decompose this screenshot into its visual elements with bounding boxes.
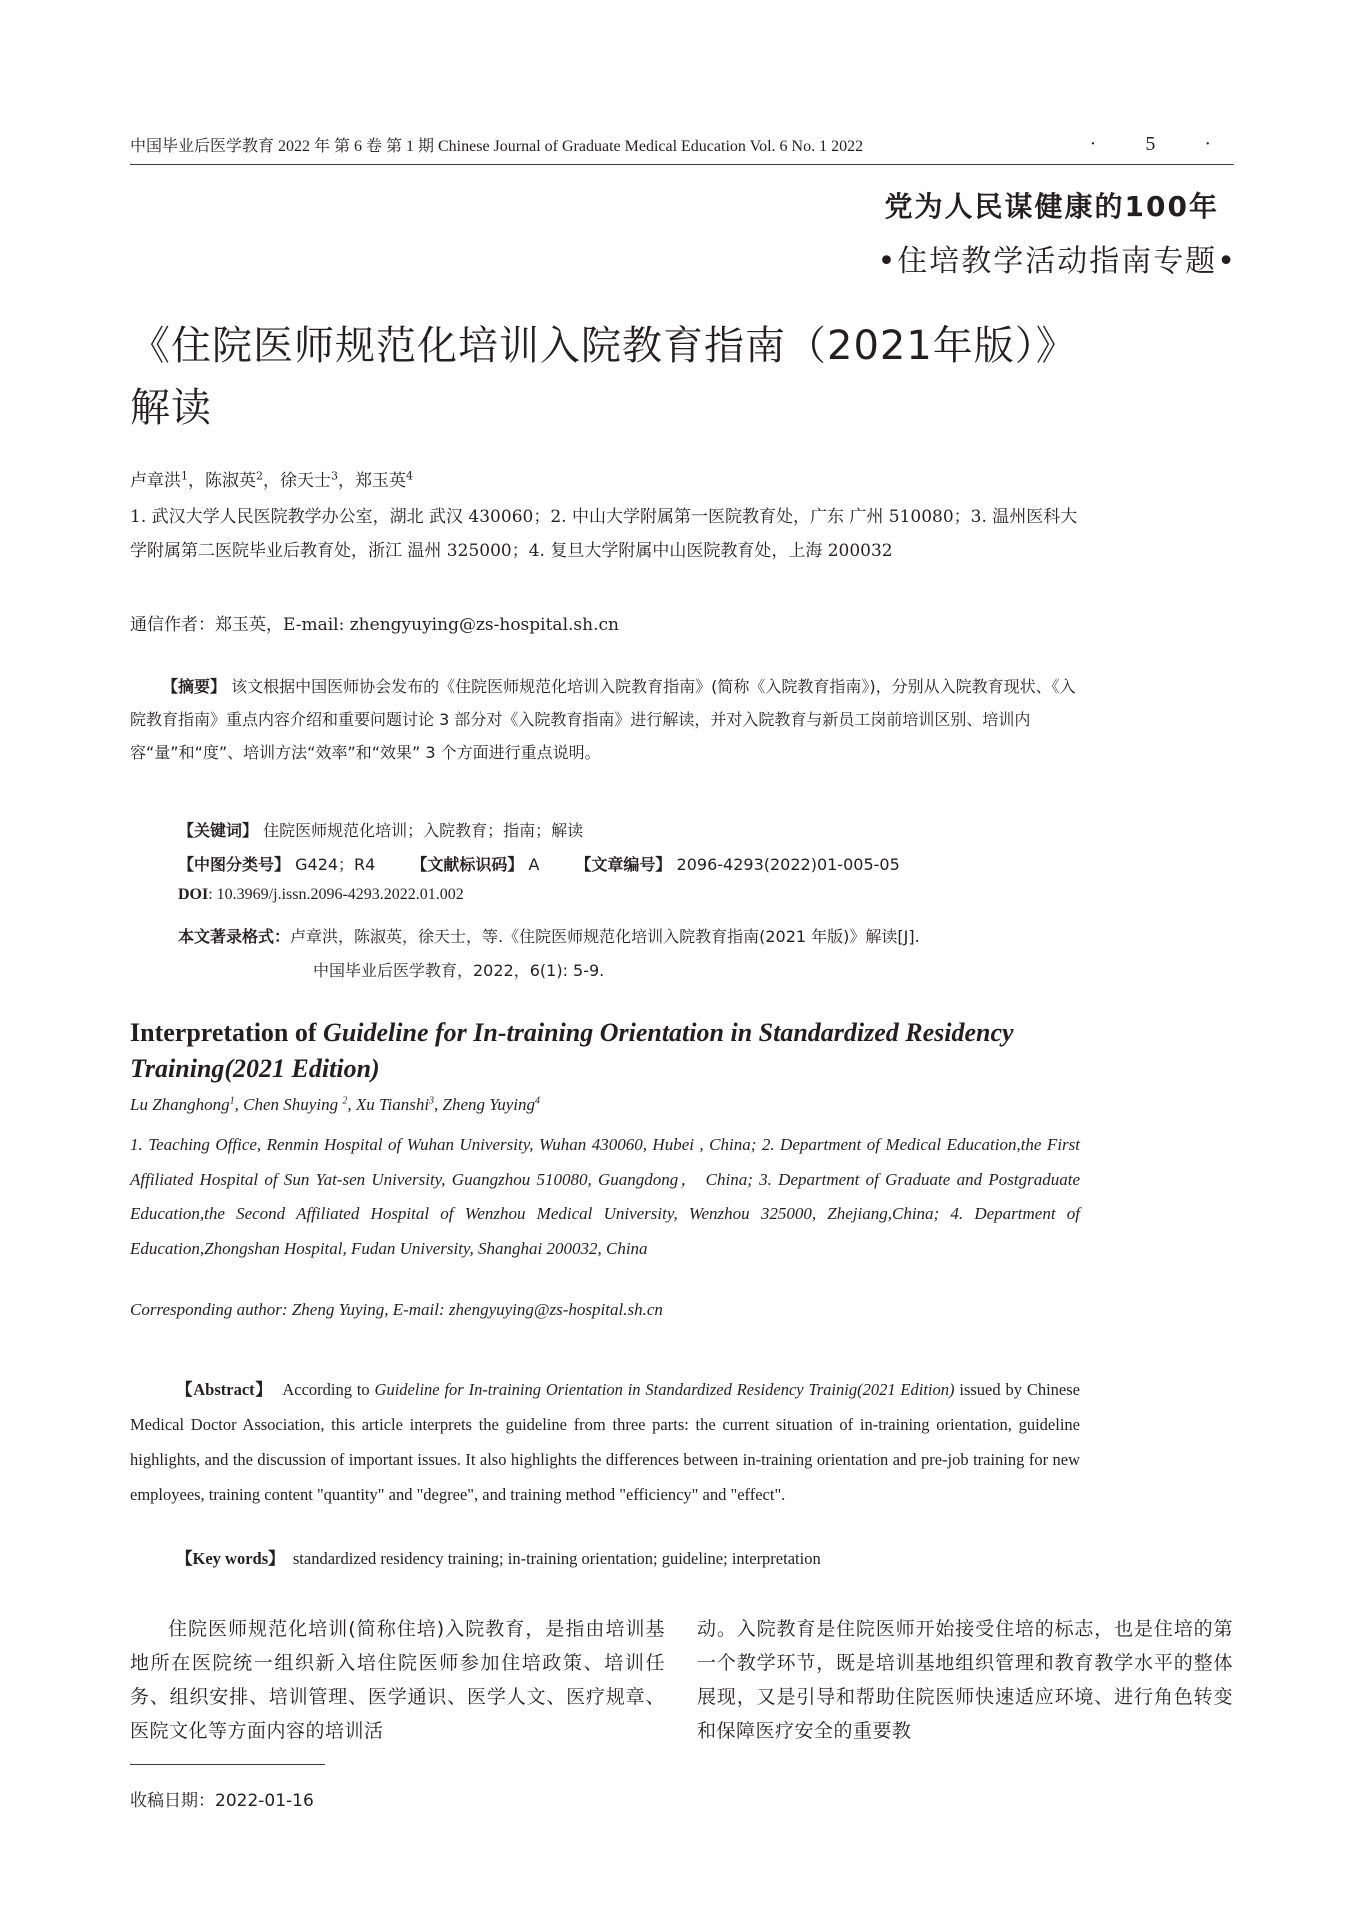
author-sup: 2 [342, 1095, 348, 1107]
author-sup: 1 [181, 469, 188, 483]
corresponding-author-chinese: 通信作者：郑玉英，E-mail: zhengyuying@zs-hospital.sh.cn [130, 615, 619, 635]
citation-label: 本文著录格式： [178, 927, 291, 946]
keywords-english [176, 1545, 821, 1569]
title-chinese: 《住院医师规范化培训入院教育指南（2021年版）》解读 [130, 323, 1077, 431]
citation-line1: 卢章洪，陈淑英，徐天士，等.《住院医师规范化培训入院教育指南(2021 年版)》解读[J]. [290, 927, 920, 946]
title-english-italic: Guideline for In-training Orientation in Standardized Residency Training(2021 Edition) [130, 1018, 1014, 1083]
author-sup: 2 [256, 469, 263, 483]
doi-value: : 10.3969/j.issn.2096-4293.2022.01.002 [208, 886, 464, 903]
title-english [130, 1015, 1080, 1087]
affiliations-chinese: 1. 武汉大学人民医院教学办公室，湖北 武汉 430060；2. 中山大学附属第一医院教育处，广东 广州 510080；3. 温州医科大学附属第二医院毕业后教育处，浙江 温州 325000；4. 复旦大学附属中山医院教育处，上海 200032 [130, 507, 1078, 561]
author: Chen Shuying [243, 1095, 339, 1114]
authors-chinese: 卢章洪$^1$，陈淑英$^2$，徐天士$^3$，郑玉英$^4$ [130, 469, 413, 491]
footnote-rule [130, 1764, 325, 1765]
keywords-label: 【关键词】 [178, 821, 259, 840]
article-no-value: 2096-4293(2022)01-005-05 [676, 855, 900, 874]
title-english-prefix: Interpretation of [130, 1018, 324, 1047]
header-rule [130, 164, 1234, 165]
author: 陈淑英 [205, 471, 256, 491]
running-header [130, 133, 1233, 156]
keywords-en-label: 【Key words】 [176, 1549, 285, 1568]
citation-line2: 中国毕业后医学教育，2022，6(1): 5-9. [313, 961, 605, 980]
column-series: 党为人民谋健康的100年 [884, 190, 1219, 223]
author: 卢章洪 [130, 471, 181, 491]
author-sup: 3 [331, 469, 338, 483]
citation-row [178, 920, 1078, 988]
author-sup: 4 [406, 469, 413, 483]
clc-label: 【中图分类号】 [178, 855, 291, 874]
author: Xu Tianshi [355, 1095, 430, 1114]
clc-value: G424；R4 [295, 855, 376, 874]
keywords-en-text: standardized residency training; in-training orientation; guideline; interpretation [292, 1549, 821, 1568]
author-sup: 1 [229, 1095, 235, 1107]
doc-code-value: A [528, 855, 540, 874]
keywords-text: 住院医师规范化培训；入院教育；指南；解读 [263, 821, 584, 840]
author: 郑玉英 [355, 471, 406, 491]
abstract-chinese [130, 670, 1080, 769]
abstract-label: 【摘要】 [162, 677, 227, 696]
journal-info: 中国毕业后医学教育 2022 年 第 6 卷 第 1 期 Chinese Journal of Graduate Medical Education Vol. 6 No. 1 2022 [130, 138, 864, 155]
abstract-en-label: 【Abstract】 [176, 1380, 273, 1399]
affiliations-english: 1. Teaching Office, Renmin Hospital of Wuhan University, Wuhan 430060, Hubei , China; 2. Department of Medical Education,the First Affiliated Hospital of Sun Yat-sen University, Guangzhou 510080, Guangdong， China; 3. Department of Graduate and Postgraduate Education,the Second Affiliated Hospital of Wenzhou Medical University, Wenzhou 325000, Zhejiang,China; 4. Department of Education,Zhongshan Hospital, Fudan University, Shanghai 200032, China [130, 1135, 1080, 1258]
keywords-chinese [178, 818, 583, 841]
abstract-text: 该文根据中国医师协会发布的《住院医师规范化培训入院教育指南》(简称《入院教育指南》)，分别从入院教育现状、《入院教育指南》重点内容介绍和重要问题讨论 3 部分对《入院教育指南》进行解读，并对入院教育与新员工岗前培训区别、培训内容“量”和“度”、培训方法“效率”和“效果” 3 个方面进行重点说明。 [130, 677, 1076, 762]
abstract-en-italic: Guideline for In-training Orientation in Standardized Residency Trainig(2021 Edition) [374, 1380, 955, 1399]
author-sup: 3 [429, 1095, 435, 1107]
doi-label: DOI [178, 886, 209, 903]
classification-row [178, 852, 936, 875]
abstract-english [130, 1372, 1080, 1512]
doc-code-label: 【文献标识码】 [411, 855, 524, 874]
column-topic: •住培教学活动指南专题• [877, 244, 1237, 279]
received-date: 收稿日期：2022-01-16 [130, 1791, 314, 1811]
corresponding-author-english: Corresponding author: Zheng Yuying, E-mail: zhengyuying@zs-hospital.sh.cn [130, 1300, 663, 1319]
author: Zheng Yuying [442, 1095, 535, 1114]
body-column-right: 动。入院教育是住院医师开始接受住培的标志，也是住培的第一个教学环节，既是培训基地组织管理和教育教学水平的整体展现，又是引导和帮助住院医师快速适应环境、进行角色转变和保障医疗安全的重要教 [697, 1618, 1233, 1742]
author-sup: 4 [534, 1095, 540, 1107]
authors-english: Lu Zhanghong$^1$, Chen Shuying $^2$, Xu Tianshi$^3$, Zheng Yuying$^4$ [130, 1095, 540, 1114]
abstract-en-text: issued by Chinese Medical Doctor Association, this article interprets the guideline from three parts: the current situation of in-training orientation, guideline highlights, and the discussion of important issues. It also highlights the differences between in-training orientation and pre-job training for new employees, training content "quantity" and "degree", and training method "efficiency" and "effect". [130, 1380, 1080, 1504]
abstract-en-lead: According to [282, 1380, 375, 1399]
doi-row [178, 886, 464, 904]
body-column-left: 住院医师规范化培训(简称住培)入院教育，是指由培训基地所在医院统一组织新入培住院医师参加住培政策、培训任务、组织安排、培训管理、医学通识、医学人文、医疗规章、医院文化等方面内容的培训活 [130, 1618, 665, 1742]
author: 徐天士 [280, 471, 331, 491]
page-number: · 5 · [1089, 133, 1233, 155]
article-no-label: 【文章编号】 [575, 855, 672, 874]
author: Lu Zhanghong [130, 1095, 230, 1114]
